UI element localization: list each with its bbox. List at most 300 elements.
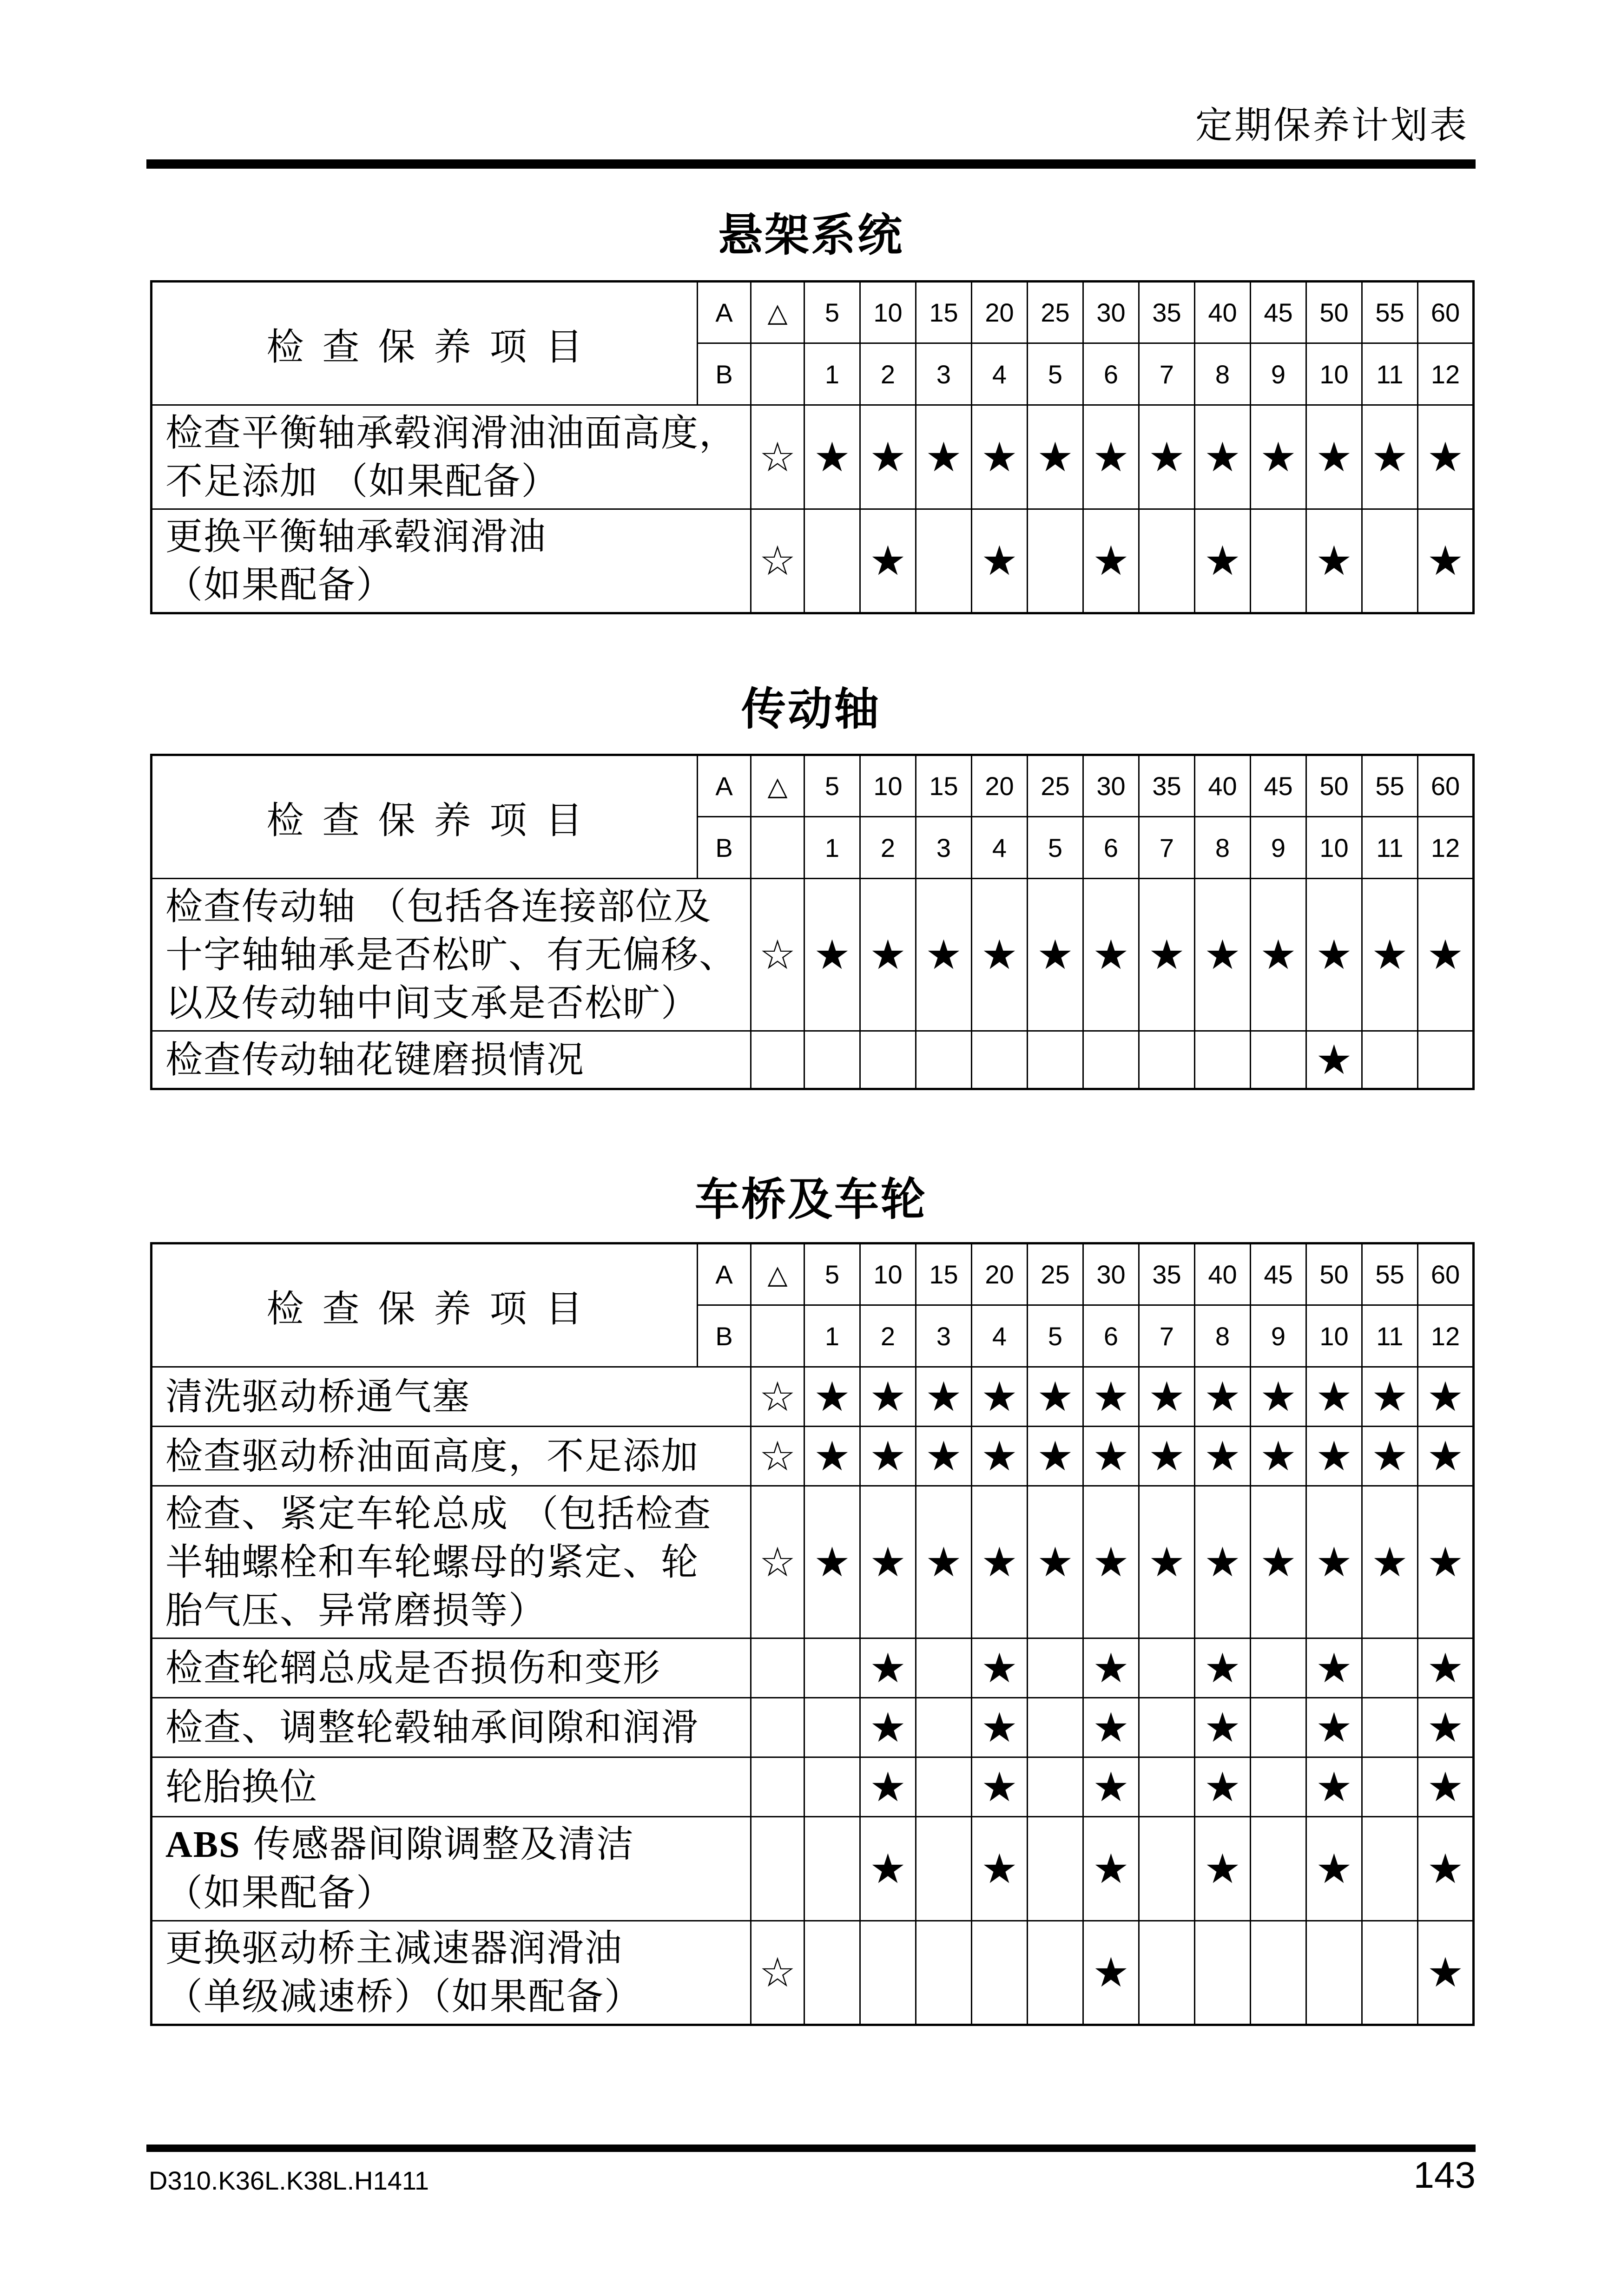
table-row — [152, 1757, 1474, 1817]
item-line: ABS 传感器间隙调整及清洁 — [165, 1822, 635, 1866]
interval-b: 2 — [860, 817, 916, 879]
filled-star-icon: ★ — [1306, 405, 1362, 509]
item-line: 检查传动轴 （包括各连接部位及 — [165, 884, 712, 928]
filled-star-icon: ★ — [972, 1698, 1028, 1757]
filled-star-icon: ★ — [1418, 1486, 1474, 1638]
item-line: 不足添加 （如果配备） — [165, 459, 560, 503]
interval-b: 6 — [1083, 343, 1139, 405]
interval-a: 25 — [1028, 1243, 1083, 1305]
item-line: 更换驱动桥主减速器润滑油 — [165, 1927, 623, 1970]
interval-b: 9 — [1251, 1305, 1306, 1367]
interval-a: 30 — [1083, 282, 1139, 343]
empty-cell — [916, 1698, 972, 1757]
empty-cell — [804, 1698, 860, 1757]
filled-star-icon: ★ — [972, 1638, 1028, 1698]
empty-cell — [916, 509, 972, 613]
filled-star-icon: ★ — [1083, 1757, 1139, 1817]
interval-b: 11 — [1362, 817, 1418, 879]
doc-code: D310.K36L.K38L.H1411 — [149, 2166, 429, 2195]
filled-star-icon: ★ — [860, 405, 916, 509]
maintenance-item — [152, 405, 751, 509]
table-row — [152, 1638, 1474, 1698]
filled-star-icon: ★ — [1251, 1367, 1306, 1427]
filled-star-icon: ★ — [1028, 1427, 1083, 1486]
empty-cell — [1139, 509, 1195, 613]
interval-b: 11 — [1362, 343, 1418, 405]
table-row — [152, 509, 1474, 613]
initial-blank — [751, 817, 804, 879]
interval-a: 50 — [1306, 755, 1362, 817]
filled-star-icon: ★ — [1306, 1698, 1362, 1757]
maintenance-item — [152, 1757, 751, 1817]
interval-b: 12 — [1418, 1305, 1474, 1367]
empty-cell — [1362, 509, 1418, 613]
page-number: 143 — [1413, 2154, 1476, 2196]
filled-star-icon: ★ — [972, 1486, 1028, 1638]
filled-star-icon: ★ — [1251, 1486, 1306, 1638]
interval-b: 7 — [1139, 817, 1195, 879]
outline-star-icon: ☆ — [751, 1486, 804, 1638]
interval-a: 50 — [1306, 282, 1362, 343]
table-row — [152, 1921, 1474, 2025]
table-row — [152, 1427, 1474, 1486]
filled-star-icon: ★ — [1083, 1367, 1139, 1427]
outline-star-icon: ☆ — [751, 509, 804, 613]
filled-star-icon: ★ — [804, 405, 860, 509]
interval-a: 10 — [860, 1243, 916, 1305]
schedule-table — [150, 754, 1475, 1090]
outline-star-icon: ☆ — [751, 1367, 804, 1427]
filled-star-icon: ★ — [1362, 1486, 1418, 1638]
item-line: 以及传动轴中间支承是否松旷） — [165, 981, 699, 1025]
interval-a: 20 — [972, 1243, 1028, 1305]
filled-star-icon: ★ — [1028, 1367, 1083, 1427]
empty-cell — [1028, 1698, 1083, 1757]
item-line: 半轴螺栓和车轮螺母的紧定、轮 — [165, 1540, 699, 1584]
filled-star-icon: ★ — [916, 1427, 972, 1486]
header-row-a — [152, 755, 1474, 817]
interval-a: 15 — [916, 282, 972, 343]
empty-cell — [1139, 1638, 1195, 1698]
interval-b: 5 — [1028, 817, 1083, 879]
interval-b: 10 — [1306, 343, 1362, 405]
empty-cell — [1362, 1031, 1418, 1089]
interval-b: 12 — [1418, 343, 1474, 405]
filled-star-icon: ★ — [972, 405, 1028, 509]
filled-star-icon: ★ — [860, 1486, 916, 1638]
interval-a: 15 — [916, 755, 972, 817]
interval-b: 6 — [1083, 1305, 1139, 1367]
filled-star-icon: ★ — [1418, 1367, 1474, 1427]
empty-cell — [804, 1638, 860, 1698]
section-title: 车桥及车轮 — [695, 1173, 927, 1225]
item-line: 检查传动轴花键磨损情况 — [165, 1038, 585, 1081]
initial-blank — [751, 343, 804, 405]
filled-star-icon: ★ — [860, 1757, 916, 1817]
filled-star-icon: ★ — [1418, 509, 1474, 613]
item-line: 检查、紧定车轮总成 （包括检查 — [165, 1492, 712, 1535]
item-line: 检查、调整轮毂轴承间隙和润滑 — [165, 1705, 699, 1749]
maintenance-item — [152, 1031, 751, 1089]
interval-b: 2 — [860, 1305, 916, 1367]
filled-star-icon: ★ — [916, 405, 972, 509]
filled-star-icon: ★ — [972, 1757, 1028, 1817]
initial-blank — [751, 1305, 804, 1367]
header-label: 检查保养项目 — [152, 755, 698, 879]
empty-cell — [1028, 1031, 1083, 1089]
filled-star-icon: ★ — [1306, 1486, 1362, 1638]
interval-b: 5 — [1028, 1305, 1083, 1367]
empty-cell — [1139, 1698, 1195, 1757]
filled-star-icon: ★ — [1195, 879, 1251, 1031]
filled-star-icon: ★ — [1195, 1367, 1251, 1427]
row-a-letter: A — [698, 755, 751, 817]
abs-acronym: ABS — [165, 1824, 241, 1865]
filled-star-icon: ★ — [916, 1486, 972, 1638]
empty-cell — [1251, 509, 1306, 613]
filled-star-icon: ★ — [804, 1486, 860, 1638]
filled-star-icon: ★ — [1195, 509, 1251, 613]
interval-a: 20 — [972, 282, 1028, 343]
filled-star-icon: ★ — [916, 1367, 972, 1427]
filled-star-icon: ★ — [1306, 509, 1362, 613]
table-row — [152, 1367, 1474, 1427]
interval-a: 40 — [1195, 755, 1251, 817]
interval-b: 12 — [1418, 817, 1474, 879]
interval-a: 15 — [916, 1243, 972, 1305]
empty-cell — [751, 1757, 804, 1817]
maintenance-item — [152, 1921, 751, 2025]
interval-a: 40 — [1195, 1243, 1251, 1305]
interval-a: 50 — [1306, 1243, 1362, 1305]
interval-b: 11 — [1362, 1305, 1418, 1367]
item-line: 清洗驱动桥通气塞 — [165, 1375, 470, 1418]
filled-star-icon: ★ — [1362, 405, 1418, 509]
item-line: （如果配备） — [165, 1871, 394, 1914]
filled-star-icon: ★ — [860, 1638, 916, 1698]
empty-cell — [1251, 1638, 1306, 1698]
maintenance-item — [152, 1427, 751, 1486]
filled-star-icon: ★ — [860, 1698, 916, 1757]
interval-a: 45 — [1251, 1243, 1306, 1305]
table-row — [152, 1817, 1474, 1921]
filled-star-icon: ★ — [1195, 1757, 1251, 1817]
filled-star-icon: ★ — [1083, 405, 1139, 509]
empty-cell — [916, 1921, 972, 2025]
empty-cell — [751, 1817, 804, 1921]
empty-cell — [751, 1638, 804, 1698]
interval-a: 35 — [1139, 755, 1195, 817]
initial-symbol: △ — [751, 282, 804, 343]
interval-a: 20 — [972, 755, 1028, 817]
item-line: （单级减速桥）（如果配备） — [165, 1975, 642, 2018]
filled-star-icon: ★ — [1083, 1817, 1139, 1921]
empty-cell — [1028, 1757, 1083, 1817]
item-line: 轮胎换位 — [165, 1765, 318, 1809]
filled-star-icon: ★ — [972, 879, 1028, 1031]
filled-star-icon: ★ — [1306, 1638, 1362, 1698]
interval-b: 6 — [1083, 817, 1139, 879]
interval-a: 55 — [1362, 1243, 1418, 1305]
outline-star-icon: ☆ — [751, 879, 804, 1031]
empty-cell — [1362, 1817, 1418, 1921]
row-b-letter: B — [698, 1305, 751, 1367]
interval-a: 35 — [1139, 1243, 1195, 1305]
interval-a: 5 — [804, 1243, 860, 1305]
maintenance-item — [152, 1486, 751, 1638]
item-line: 检查平衡轴承毂润滑油油面高度， — [165, 411, 737, 454]
interval-b: 9 — [1251, 817, 1306, 879]
filled-star-icon: ★ — [1083, 1698, 1139, 1757]
empty-cell — [1362, 1757, 1418, 1817]
filled-star-icon: ★ — [1083, 1427, 1139, 1486]
interval-a: 35 — [1139, 282, 1195, 343]
filled-star-icon: ★ — [860, 1817, 916, 1921]
empty-cell — [1306, 1921, 1362, 2025]
filled-star-icon: ★ — [972, 1427, 1028, 1486]
section-title: 传动轴 — [741, 683, 881, 735]
interval-a: 30 — [1083, 755, 1139, 817]
filled-star-icon: ★ — [1251, 405, 1306, 509]
filled-star-icon: ★ — [1306, 879, 1362, 1031]
filled-star-icon: ★ — [1195, 1486, 1251, 1638]
empty-cell — [972, 1921, 1028, 2025]
filled-star-icon: ★ — [1362, 879, 1418, 1031]
interval-a: 30 — [1083, 1243, 1139, 1305]
empty-cell — [1195, 1031, 1251, 1089]
empty-cell — [1083, 1031, 1139, 1089]
empty-cell — [1362, 1638, 1418, 1698]
filled-star-icon: ★ — [1195, 405, 1251, 509]
maintenance-item — [152, 1817, 751, 1921]
empty-cell — [1251, 1757, 1306, 1817]
header-label: 检查保养项目 — [152, 282, 698, 405]
table-row — [152, 405, 1474, 509]
empty-cell — [1251, 1031, 1306, 1089]
empty-cell — [804, 1031, 860, 1089]
empty-cell — [916, 1638, 972, 1698]
filled-star-icon: ★ — [1251, 1427, 1306, 1486]
interval-b: 4 — [972, 343, 1028, 405]
filled-star-icon: ★ — [1362, 1427, 1418, 1486]
filled-star-icon: ★ — [1195, 1817, 1251, 1921]
maintenance-item — [152, 1367, 751, 1427]
filled-star-icon: ★ — [1306, 1367, 1362, 1427]
filled-star-icon: ★ — [1028, 879, 1083, 1031]
maintenance-item — [152, 879, 751, 1031]
empty-cell — [972, 1031, 1028, 1089]
empty-cell — [1195, 1921, 1251, 2025]
empty-cell — [804, 509, 860, 613]
filled-star-icon: ★ — [804, 1427, 860, 1486]
empty-cell — [916, 1817, 972, 1921]
filled-star-icon: ★ — [1362, 1367, 1418, 1427]
bottom-rule — [146, 2145, 1476, 2152]
outline-star-icon: ☆ — [751, 405, 804, 509]
empty-cell — [1251, 1921, 1306, 2025]
interval-a: 25 — [1028, 282, 1083, 343]
filled-star-icon: ★ — [1083, 1486, 1139, 1638]
filled-star-icon: ★ — [1306, 1427, 1362, 1486]
interval-b: 8 — [1195, 1305, 1251, 1367]
interval-b: 7 — [1139, 343, 1195, 405]
empty-cell — [1028, 509, 1083, 613]
empty-cell — [751, 1698, 804, 1757]
interval-a: 55 — [1362, 282, 1418, 343]
empty-cell — [1028, 1817, 1083, 1921]
interval-b: 8 — [1195, 343, 1251, 405]
interval-a: 60 — [1418, 1243, 1474, 1305]
interval-b: 10 — [1306, 817, 1362, 879]
filled-star-icon: ★ — [1139, 1427, 1195, 1486]
filled-star-icon: ★ — [804, 879, 860, 1031]
table-row — [152, 879, 1474, 1031]
interval-b: 5 — [1028, 343, 1083, 405]
interval-b: 3 — [916, 817, 972, 879]
item-line: （如果配备） — [165, 563, 394, 606]
empty-cell — [1418, 1031, 1474, 1089]
interval-b: 1 — [804, 817, 860, 879]
empty-cell — [1028, 1638, 1083, 1698]
maintenance-item — [152, 509, 751, 613]
row-b-letter: B — [698, 817, 751, 879]
section-title: 悬架系统 — [718, 209, 904, 261]
empty-cell — [804, 1757, 860, 1817]
item-line: 十字轴轴承是否松旷、有无偏移、 — [165, 933, 737, 976]
table-row — [152, 1031, 1474, 1089]
filled-star-icon: ★ — [1083, 509, 1139, 613]
interval-b: 8 — [1195, 817, 1251, 879]
interval-b: 3 — [916, 343, 972, 405]
item-line: 检查驱动桥油面高度，不足添加 — [165, 1434, 699, 1478]
item-line: 胎气压、异常磨损等） — [165, 1588, 547, 1632]
outline-star-icon: ☆ — [751, 1921, 804, 2025]
filled-star-icon: ★ — [860, 509, 916, 613]
filled-star-icon: ★ — [972, 1367, 1028, 1427]
empty-cell — [1139, 1031, 1195, 1089]
filled-star-icon: ★ — [1251, 879, 1306, 1031]
filled-star-icon: ★ — [860, 1367, 916, 1427]
empty-cell — [1362, 1698, 1418, 1757]
empty-cell — [1028, 1921, 1083, 2025]
filled-star-icon: ★ — [1139, 405, 1195, 509]
filled-star-icon: ★ — [1418, 1921, 1474, 2025]
running-head: 定期保养计划表 — [1195, 104, 1469, 147]
filled-star-icon: ★ — [860, 1427, 916, 1486]
maintenance-item — [152, 1638, 751, 1698]
interval-a: 60 — [1418, 755, 1474, 817]
filled-star-icon: ★ — [1418, 1638, 1474, 1698]
filled-star-icon: ★ — [1139, 1367, 1195, 1427]
filled-star-icon: ★ — [1195, 1698, 1251, 1757]
item-line: 更换平衡轴承毂润滑油 — [165, 515, 547, 558]
interval-a: 5 — [804, 755, 860, 817]
filled-star-icon: ★ — [1306, 1817, 1362, 1921]
interval-a: 10 — [860, 282, 916, 343]
row-a-letter: A — [698, 1243, 751, 1305]
table-row — [152, 1698, 1474, 1757]
interval-b: 1 — [804, 1305, 860, 1367]
interval-b: 2 — [860, 343, 916, 405]
filled-star-icon: ★ — [1306, 1031, 1362, 1089]
empty-cell — [916, 1757, 972, 1817]
interval-b: 10 — [1306, 1305, 1362, 1367]
interval-a: 10 — [860, 755, 916, 817]
filled-star-icon: ★ — [1418, 405, 1474, 509]
outline-star-icon: ☆ — [751, 1427, 804, 1486]
filled-star-icon: ★ — [916, 879, 972, 1031]
empty-cell — [751, 1031, 804, 1089]
interval-a: 45 — [1251, 755, 1306, 817]
interval-b: 9 — [1251, 343, 1306, 405]
empty-cell — [860, 1921, 916, 2025]
empty-cell — [1139, 1921, 1195, 2025]
filled-star-icon: ★ — [972, 1817, 1028, 1921]
top-rule — [146, 159, 1476, 169]
empty-cell — [1251, 1817, 1306, 1921]
filled-star-icon: ★ — [1083, 1638, 1139, 1698]
header-label: 检查保养项目 — [152, 1243, 698, 1367]
interval-a: 55 — [1362, 755, 1418, 817]
empty-cell — [1251, 1698, 1306, 1757]
filled-star-icon: ★ — [804, 1367, 860, 1427]
filled-star-icon: ★ — [1083, 1921, 1139, 2025]
filled-star-icon: ★ — [1418, 879, 1474, 1031]
empty-cell — [916, 1031, 972, 1089]
initial-symbol: △ — [751, 755, 804, 817]
filled-star-icon: ★ — [1139, 879, 1195, 1031]
empty-cell — [1139, 1817, 1195, 1921]
initial-symbol: △ — [751, 1243, 804, 1305]
header-row-a — [152, 1243, 1474, 1305]
filled-star-icon: ★ — [1028, 1486, 1083, 1638]
row-a-letter: A — [698, 282, 751, 343]
schedule-table — [150, 280, 1475, 614]
interval-a: 25 — [1028, 755, 1083, 817]
interval-a: 60 — [1418, 282, 1474, 343]
filled-star-icon: ★ — [1418, 1427, 1474, 1486]
filled-star-icon: ★ — [1195, 1638, 1251, 1698]
item-line: 检查轮辋总成是否损伤和变形 — [165, 1646, 661, 1690]
filled-star-icon: ★ — [1083, 879, 1139, 1031]
filled-star-icon: ★ — [1418, 1698, 1474, 1757]
interval-b: 7 — [1139, 1305, 1195, 1367]
filled-star-icon: ★ — [1028, 405, 1083, 509]
interval-b: 4 — [972, 1305, 1028, 1367]
filled-star-icon: ★ — [860, 879, 916, 1031]
interval-a: 45 — [1251, 282, 1306, 343]
interval-b: 4 — [972, 817, 1028, 879]
row-b-letter: B — [698, 343, 751, 405]
empty-cell — [804, 1921, 860, 2025]
maintenance-item — [152, 1698, 751, 1757]
interval-b: 3 — [916, 1305, 972, 1367]
interval-a: 40 — [1195, 282, 1251, 343]
filled-star-icon: ★ — [1195, 1427, 1251, 1486]
empty-cell — [860, 1031, 916, 1089]
schedule-table — [150, 1242, 1475, 2026]
interval-b: 1 — [804, 343, 860, 405]
filled-star-icon: ★ — [1139, 1486, 1195, 1638]
empty-cell — [1139, 1757, 1195, 1817]
table-row — [152, 1486, 1474, 1638]
filled-star-icon: ★ — [1418, 1757, 1474, 1817]
filled-star-icon: ★ — [972, 509, 1028, 613]
filled-star-icon: ★ — [1418, 1817, 1474, 1921]
empty-cell — [804, 1817, 860, 1921]
interval-a: 5 — [804, 282, 860, 343]
header-row-a — [152, 282, 1474, 343]
